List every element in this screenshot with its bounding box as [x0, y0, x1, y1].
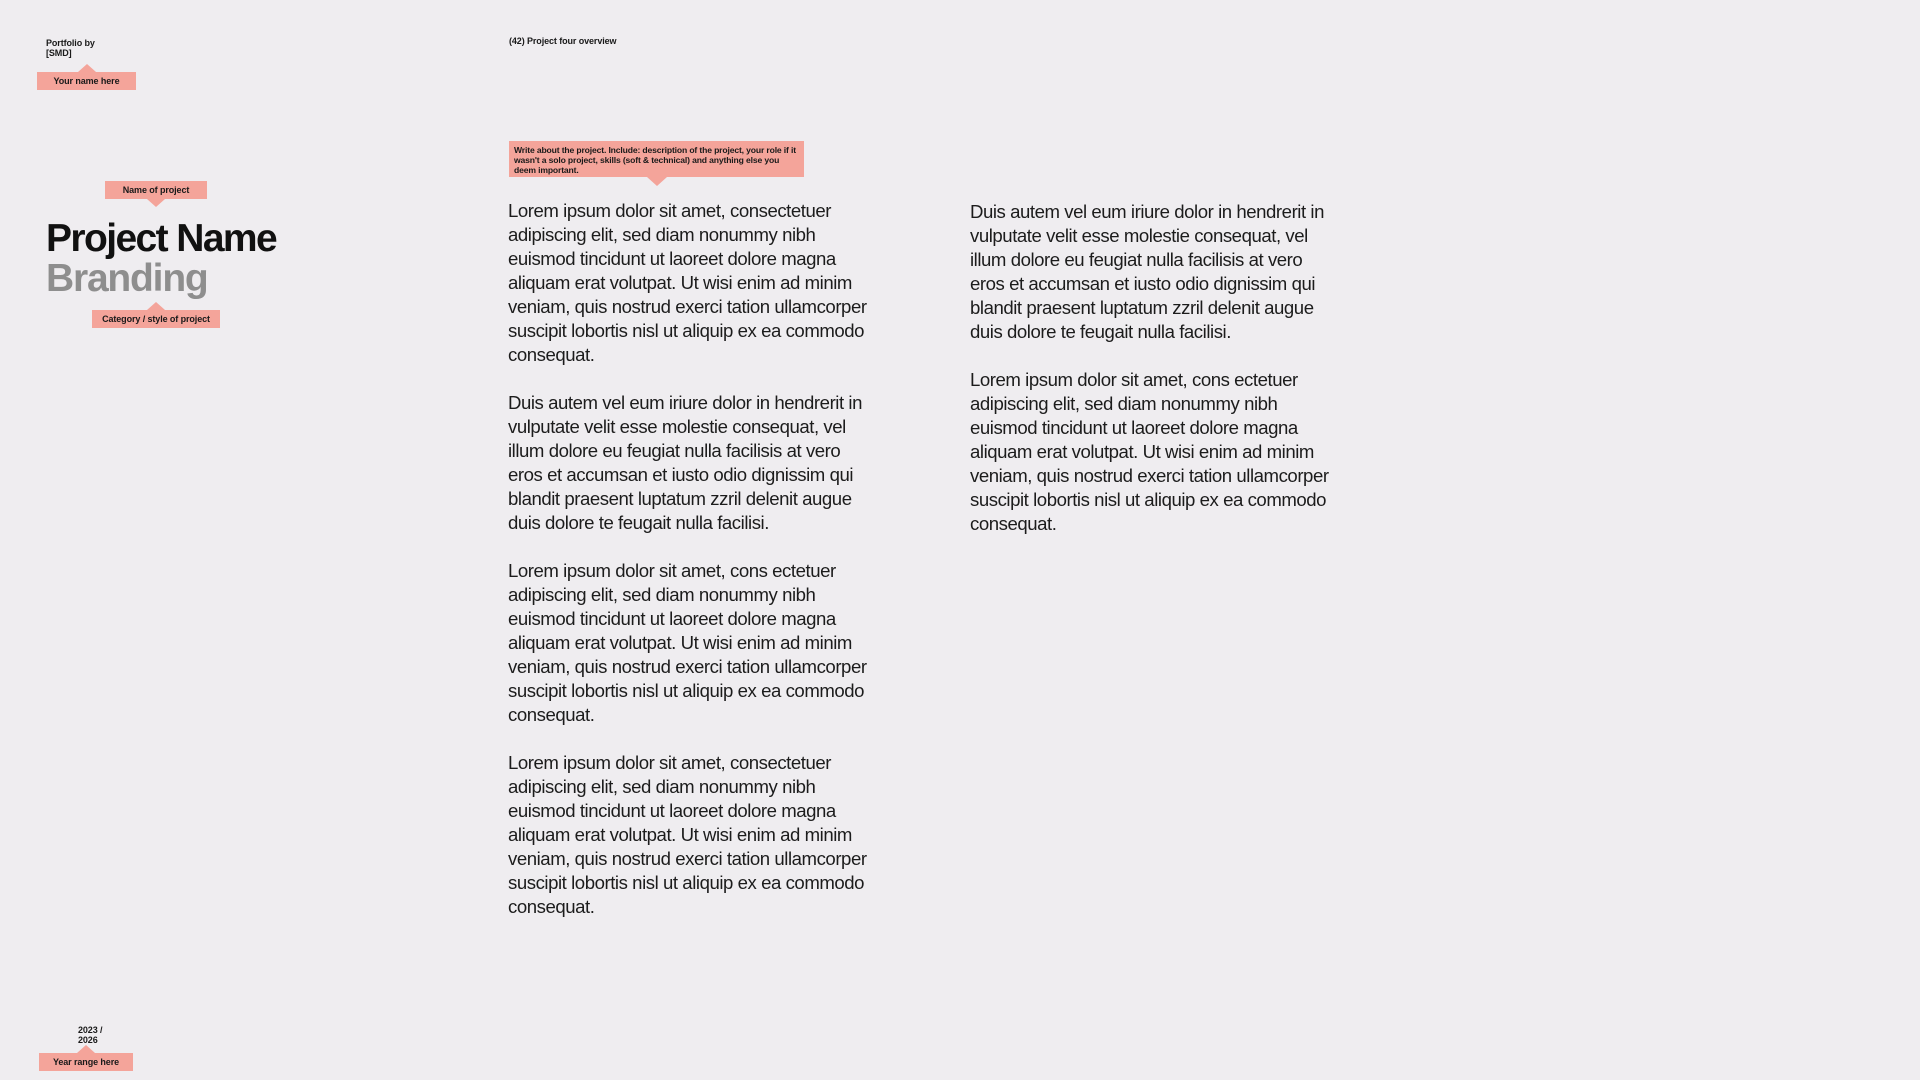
text-column-left [508, 199, 888, 943]
paragraph: Lorem ipsum dolor sit amet, cons ectetuer adipiscing elit, sed diam nonummy nibh euismod tincidunt ut laoreet dolore magna aliquam erat volutpat. Ut wisi enim ad minim veniam, quis nostrud exerci tation ullamcorper suscipit lobortis nisl ut aliquip ex ea commodo consequat. [508, 560, 867, 725]
paragraph: Lorem ipsum dolor sit amet, consectetuer adipiscing elit, sed diam nonummy nibh euismod tincidunt ut laoreet dolore magna aliquam erat volutpat. Ut wisi enim ad minim veniam, quis nostrud exerci tation ullamcorper suscipit lobortis nisl ut aliquip ex ea commodo consequat. [508, 200, 867, 365]
portfolio-by-label: Portfolio by [SMD] [46, 38, 95, 58]
text-column-right [970, 200, 1350, 560]
paragraph: Lorem ipsum dolor sit amet, cons ectetuer adipiscing elit, sed diam nonummy nibh euismod tincidunt ut laoreet dolore magna aliquam erat volutpat. Ut wisi enim ad minim veniam, quis nostrud exerci tation ullamcorper suscipit lobortis nisl ut aliquip ex ea commodo consequat. [970, 369, 1329, 534]
year-range: 2023 / 2026 [78, 1025, 103, 1045]
section-label: (42) Project four overview [509, 36, 617, 46]
paragraph: Duis autem vel eum iriure dolor in hendrerit in vulputate velit esse molestie consequat, vel illum dolore eu feugiat nulla facilisis at vero eros et accumsan et iusto odio dignissim qui blandit praesent luptatum zzril delenit augue duis dolore te feugait nulla facilisi. [508, 392, 862, 533]
your-name-tag: Your name here [37, 72, 136, 90]
paragraph: Duis autem vel eum iriure dolor in hendrerit in vulputate velit esse molestie consequat, vel illum dolore eu feugiat nulla facilisis at vero eros et accumsan et iusto odio dignissim qui blandit praesent luptatum zzril delenit augue duis dolore te feugait nulla facilisi. [970, 201, 1324, 342]
category-tag: Category / style of project [92, 310, 220, 328]
project-description-note: Write about the project. Include: description of the project, your role if it wasn't a solo project, skills (soft & technical) and anything else you deem important. [509, 141, 804, 177]
project-category: Branding [46, 257, 208, 300]
paragraph: Lorem ipsum dolor sit amet, consectetuer adipiscing elit, sed diam nonummy nibh euismod tincidunt ut laoreet dolore magna aliquam erat volutpat. Ut wisi enim ad minim veniam, quis nostrud exerci tation ullamcorper suscipit lobortis nisl ut aliquip ex ea commodo consequat. [508, 752, 867, 917]
year-range-tag: Year range here [39, 1053, 133, 1071]
project-name-tag: Name of project [105, 181, 207, 199]
project-title: Project Name [46, 217, 277, 260]
